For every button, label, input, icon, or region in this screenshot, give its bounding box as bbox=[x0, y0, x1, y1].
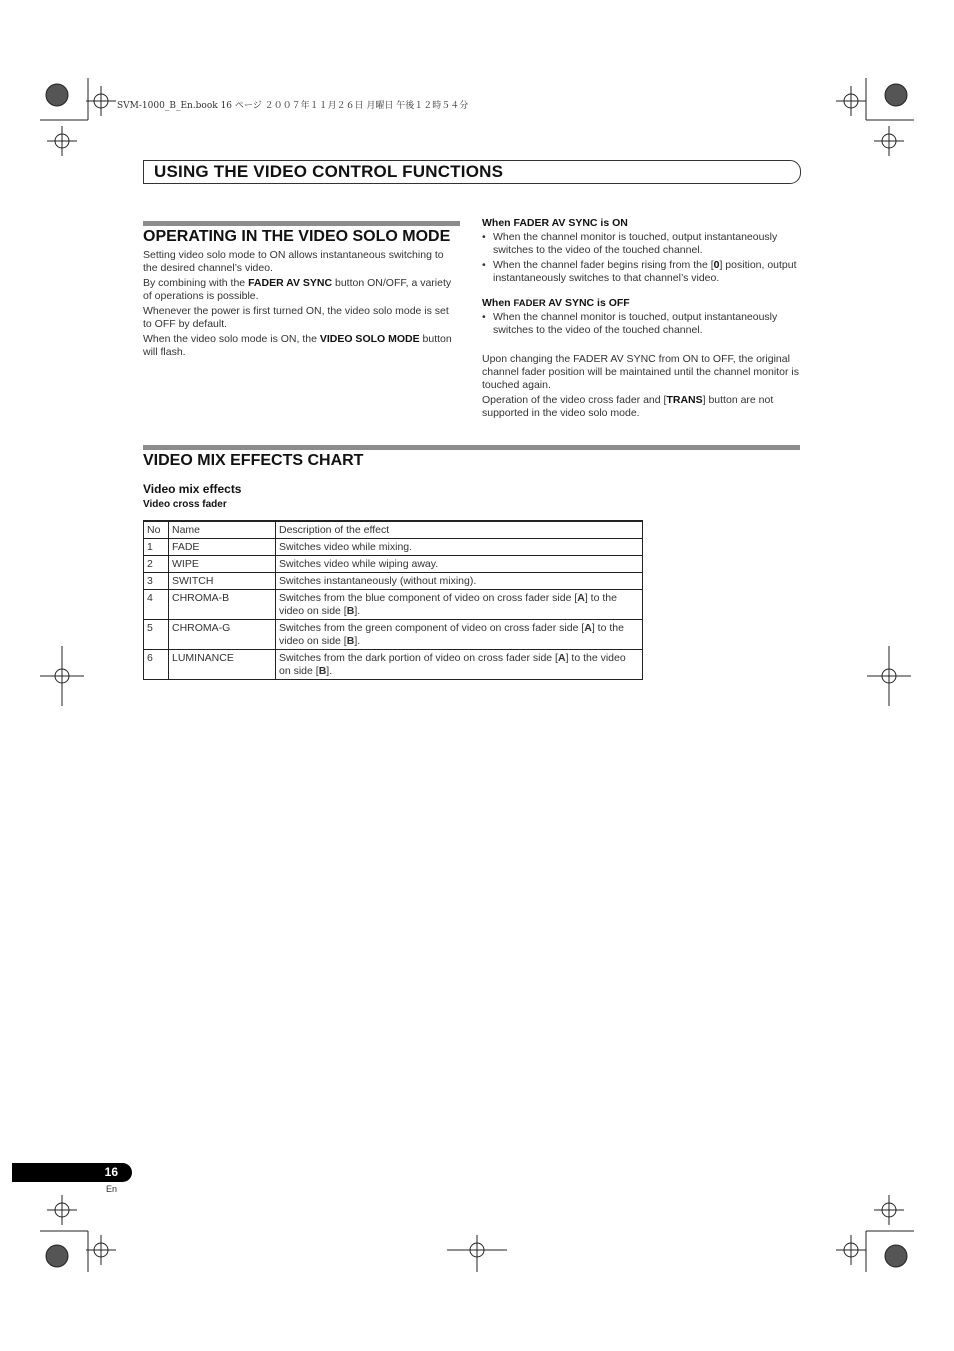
cell-description: Switches from the blue component of video on cross fader side [A] to the video on side [B]. bbox=[276, 590, 643, 620]
chapter-header bbox=[143, 160, 801, 184]
cell-no: 6 bbox=[144, 650, 169, 680]
cell-name: CHROMA-G bbox=[169, 620, 276, 650]
section-rule-mix bbox=[143, 445, 800, 450]
solo-paragraph-3: Whenever the power is first turned ON, the video solo mode is set to OFF by default. bbox=[143, 305, 449, 330]
mix-subsubheading: Video cross fader bbox=[143, 499, 227, 510]
solo-paragraph-2: By combining with the FADER AV SYNC button ON/OFF, a variety of operations is possible. bbox=[143, 277, 452, 302]
solo-body bbox=[143, 249, 460, 359]
table-row bbox=[144, 556, 643, 573]
cell-description: Switches from the dark portion of video on cross fader side [A] to the video on side [B]. bbox=[276, 650, 643, 680]
fader-av-sync-label: FADER AV SYNC bbox=[248, 277, 333, 289]
cell-no: 1 bbox=[144, 539, 169, 556]
trans-button-label: TRANS bbox=[666, 394, 703, 406]
cell-no: 2 bbox=[144, 556, 169, 573]
table-header-row bbox=[144, 521, 643, 539]
sync-column bbox=[482, 217, 800, 420]
table-row bbox=[144, 573, 643, 590]
language-code: En bbox=[106, 1184, 118, 1194]
effects-table bbox=[143, 520, 643, 680]
cell-description: Switches from the green component of video on cross fader side [A] to the video on side [B]. bbox=[276, 620, 643, 650]
notes-paragraph-1: Upon changing the FADER AV SYNC from ON to OFF, the original channel fader position will be maintained until the channel monitor is touched again. bbox=[482, 353, 799, 391]
sync-on-bullet-1: • When the channel monitor is touched, output instantaneously switches to the video of the touched channel. bbox=[482, 231, 778, 256]
cell-description: Switches video while mixing. bbox=[276, 539, 643, 556]
cell-name: FADE bbox=[169, 539, 276, 556]
cell-no: 4 bbox=[144, 590, 169, 620]
column-header-description: Description of the effect bbox=[276, 521, 643, 539]
page-number: 16 bbox=[104, 1165, 118, 1179]
section-rule-solo bbox=[143, 221, 460, 226]
cell-description: Switches video while wiping away. bbox=[276, 556, 643, 573]
sync-off-bullet-1: • When the channel monitor is touched, output instantaneously switches to the video of the touched channel. bbox=[482, 311, 778, 336]
column-header-no: No bbox=[144, 521, 169, 539]
section-heading-mix: VIDEO MIX EFFECTS CHART bbox=[143, 452, 364, 469]
solo-paragraph-4: When the video solo mode is ON, the VIDEO SOLO MODE button will flash. bbox=[143, 333, 452, 358]
video-solo-mode-label: VIDEO SOLO MODE bbox=[319, 333, 420, 345]
sync-on-heading: When FADER AV SYNC is ON bbox=[482, 217, 628, 229]
cell-no: 3 bbox=[144, 573, 169, 590]
cell-name: LUMINANCE bbox=[169, 650, 276, 680]
sync-off-heading: When FADER AV SYNC is OFF bbox=[482, 297, 630, 309]
column-header-name: Name bbox=[169, 521, 276, 539]
sync-on-bullet-2: • When the channel fader begins rising from the [0] position, output instantaneously switches to that channel’s video. bbox=[482, 259, 797, 284]
solo-paragraph-1: Setting video solo mode to ON allows instantaneous switching to the desired channel’s video. bbox=[143, 249, 444, 274]
book-info-line: SVM-1000_B_En.book 16 ページ ２００７年１１月２６日 月曜日 午後１２時５４分 bbox=[117, 101, 469, 111]
table-row bbox=[144, 620, 643, 650]
section-heading-solo: OPERATING IN THE VIDEO SOLO MODE bbox=[143, 228, 451, 245]
cell-description: Switches instantaneously (without mixing). bbox=[276, 573, 643, 590]
cell-name: WIPE bbox=[169, 556, 276, 573]
cell-name: SWITCH bbox=[169, 573, 276, 590]
cell-name: CHROMA-B bbox=[169, 590, 276, 620]
notes-paragraph-2: Operation of the video cross fader and [TRANS] button are not supported in the video solo mode. bbox=[482, 394, 774, 419]
table-row bbox=[144, 650, 643, 680]
page-number-tab bbox=[12, 1163, 132, 1182]
table-row bbox=[144, 590, 643, 620]
mix-subheading: Video mix effects bbox=[143, 482, 242, 496]
chapter-title: USING THE VIDEO CONTROL FUNCTIONS bbox=[154, 162, 504, 181]
table-row bbox=[144, 539, 643, 556]
cell-no: 5 bbox=[144, 620, 169, 650]
